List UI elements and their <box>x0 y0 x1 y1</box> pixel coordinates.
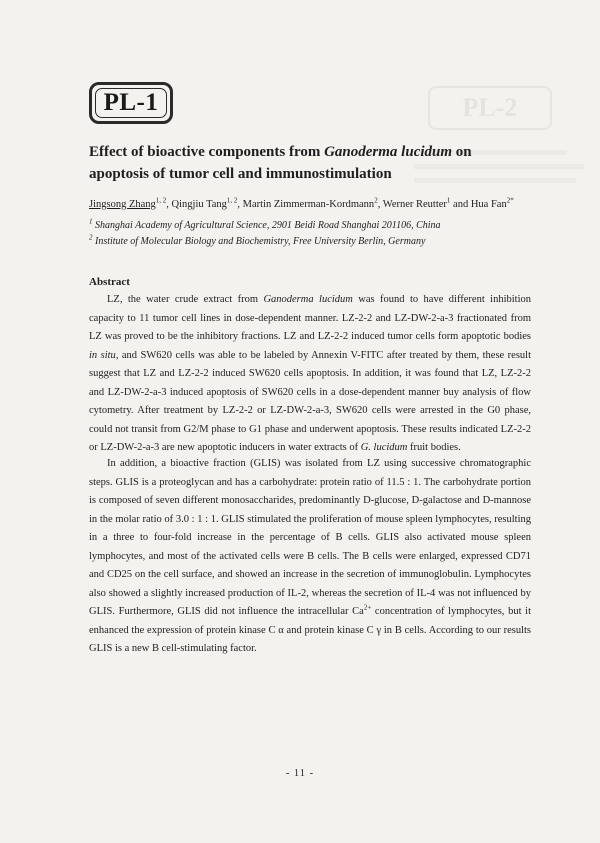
author-name: Werner Reutter <box>382 199 447 210</box>
author-separator: , <box>237 199 243 210</box>
paper-title <box>89 141 529 185</box>
title-part-2: on apoptosis of tumor cell and immunostimulation <box>89 144 472 182</box>
author-name: Hua Fan <box>470 199 507 210</box>
page-number: - 11 - <box>285 768 315 779</box>
section-badge <box>89 82 173 124</box>
author-name: Martin Zimmerman-Kordmann <box>242 199 375 210</box>
affiliation-2 <box>89 235 539 249</box>
author-affil-sup: 1, 2 <box>155 196 167 205</box>
author-separator: , <box>166 199 172 210</box>
affiliation-sup: 2 <box>89 233 93 242</box>
affiliation-1 <box>89 219 539 233</box>
badge-label: PL-1 <box>103 89 159 116</box>
title-species: Ganoderma lucidum <box>324 144 453 160</box>
abstract-heading: Abstract <box>89 276 130 288</box>
title-part-1: Effect of bioactive components from <box>89 144 325 160</box>
author-affil-sup: 1, 2 <box>226 196 238 205</box>
author-affil-sup: 2* <box>506 196 514 205</box>
author-list <box>89 197 529 212</box>
abstract-paragraph-1: LZ, the water crude extract from Ganoderma lucidum was found to have different inhibition capacity to 11 tumor cell lines in dose-dependent manner. LZ-2-2 and LZ-DW-2-a-3 fractionated from LZ was proved to be the inhibitory fractions. LZ and LZ-2-2 induced tumor cells form apoptotic bodies in situ, and SW620 cells was able to be labeled by Annexin V-FITC after treated by them, these result suggest that LZ and LZ-2-2 induced SW620 cells apoptosis. In addition, it was found that LZ, LZ-2-2 and LZ-DW-2-a-3 induced apoptosis of SW620 cells in a dose-dependent manner buy analysis of flow cytometry. After treatment by LZ-2-2 or LZ-DW-2-a-3, SW620 cells were arrested in the G0 phase, could not transit from G2/M phase to G1 phase and underwent apoptosis. These results indicated LZ-2-2 or LZ-DW-2-a-3 are new apoptotic inducers in water extracts of G. lucidum fruit bodies. <box>89 294 532 453</box>
author-affil-sup: 2 <box>374 196 378 205</box>
affiliation-text: Institute of Molecular Biology and Biochemistry, Free University Berlin, Germany <box>95 236 426 247</box>
bleed-through-badge: PL-2 <box>428 86 552 130</box>
author-separator: , <box>377 199 383 210</box>
affiliation-sup: 1 <box>89 217 93 226</box>
affiliation-text: Shanghai Academy of Agricultural Science, 2901 Beidi Road Shanghai 201106, China <box>95 220 441 231</box>
author-separator: and <box>450 199 471 210</box>
author-affil-sup: 1 <box>446 196 451 205</box>
author-name: Qingjiu Tang <box>171 199 227 210</box>
abstract-paragraph-2: In addition, a bioactive fraction (GLIS) was isolated from LZ using successive chromatographic steps. GLIS is a proteoglycan and has a carbohydrate: protein ratio of 11.5 : 1. The carbohydrate portion is composed of seven different monosaccharides, predominantly D-glucose, D-galactose and D-mannose in the molar ratio of 3.0 : 1 : 1. GLIS stimulated the proliferation of mouse spleen lymphocytes, resulting in a three to four-fold increase in the percentage of B cells. GLIS also activated mouse spleen lymphocytes, and most of the activated cells were B cells. The B cells were enlarged, expressed CD71 and CD25 on the cell surface, and showed an increase in the secretion of immunoglobulin. Lymphocytes also showed a slightly increased production of IL-2, whereas the secretion of IL-4 was not influenced by GLIS. Furthermore, GLIS did not influence the intracellular $Ca^{2+}$ concentration of lymphocytes, but it enhanced the expression of protein kinase C α and protein kinase C γ in B cells. According to our results GLIS is a new B cell-stimulating factor. <box>89 458 531 654</box>
author-name: Jingsong Zhang <box>89 199 156 210</box>
